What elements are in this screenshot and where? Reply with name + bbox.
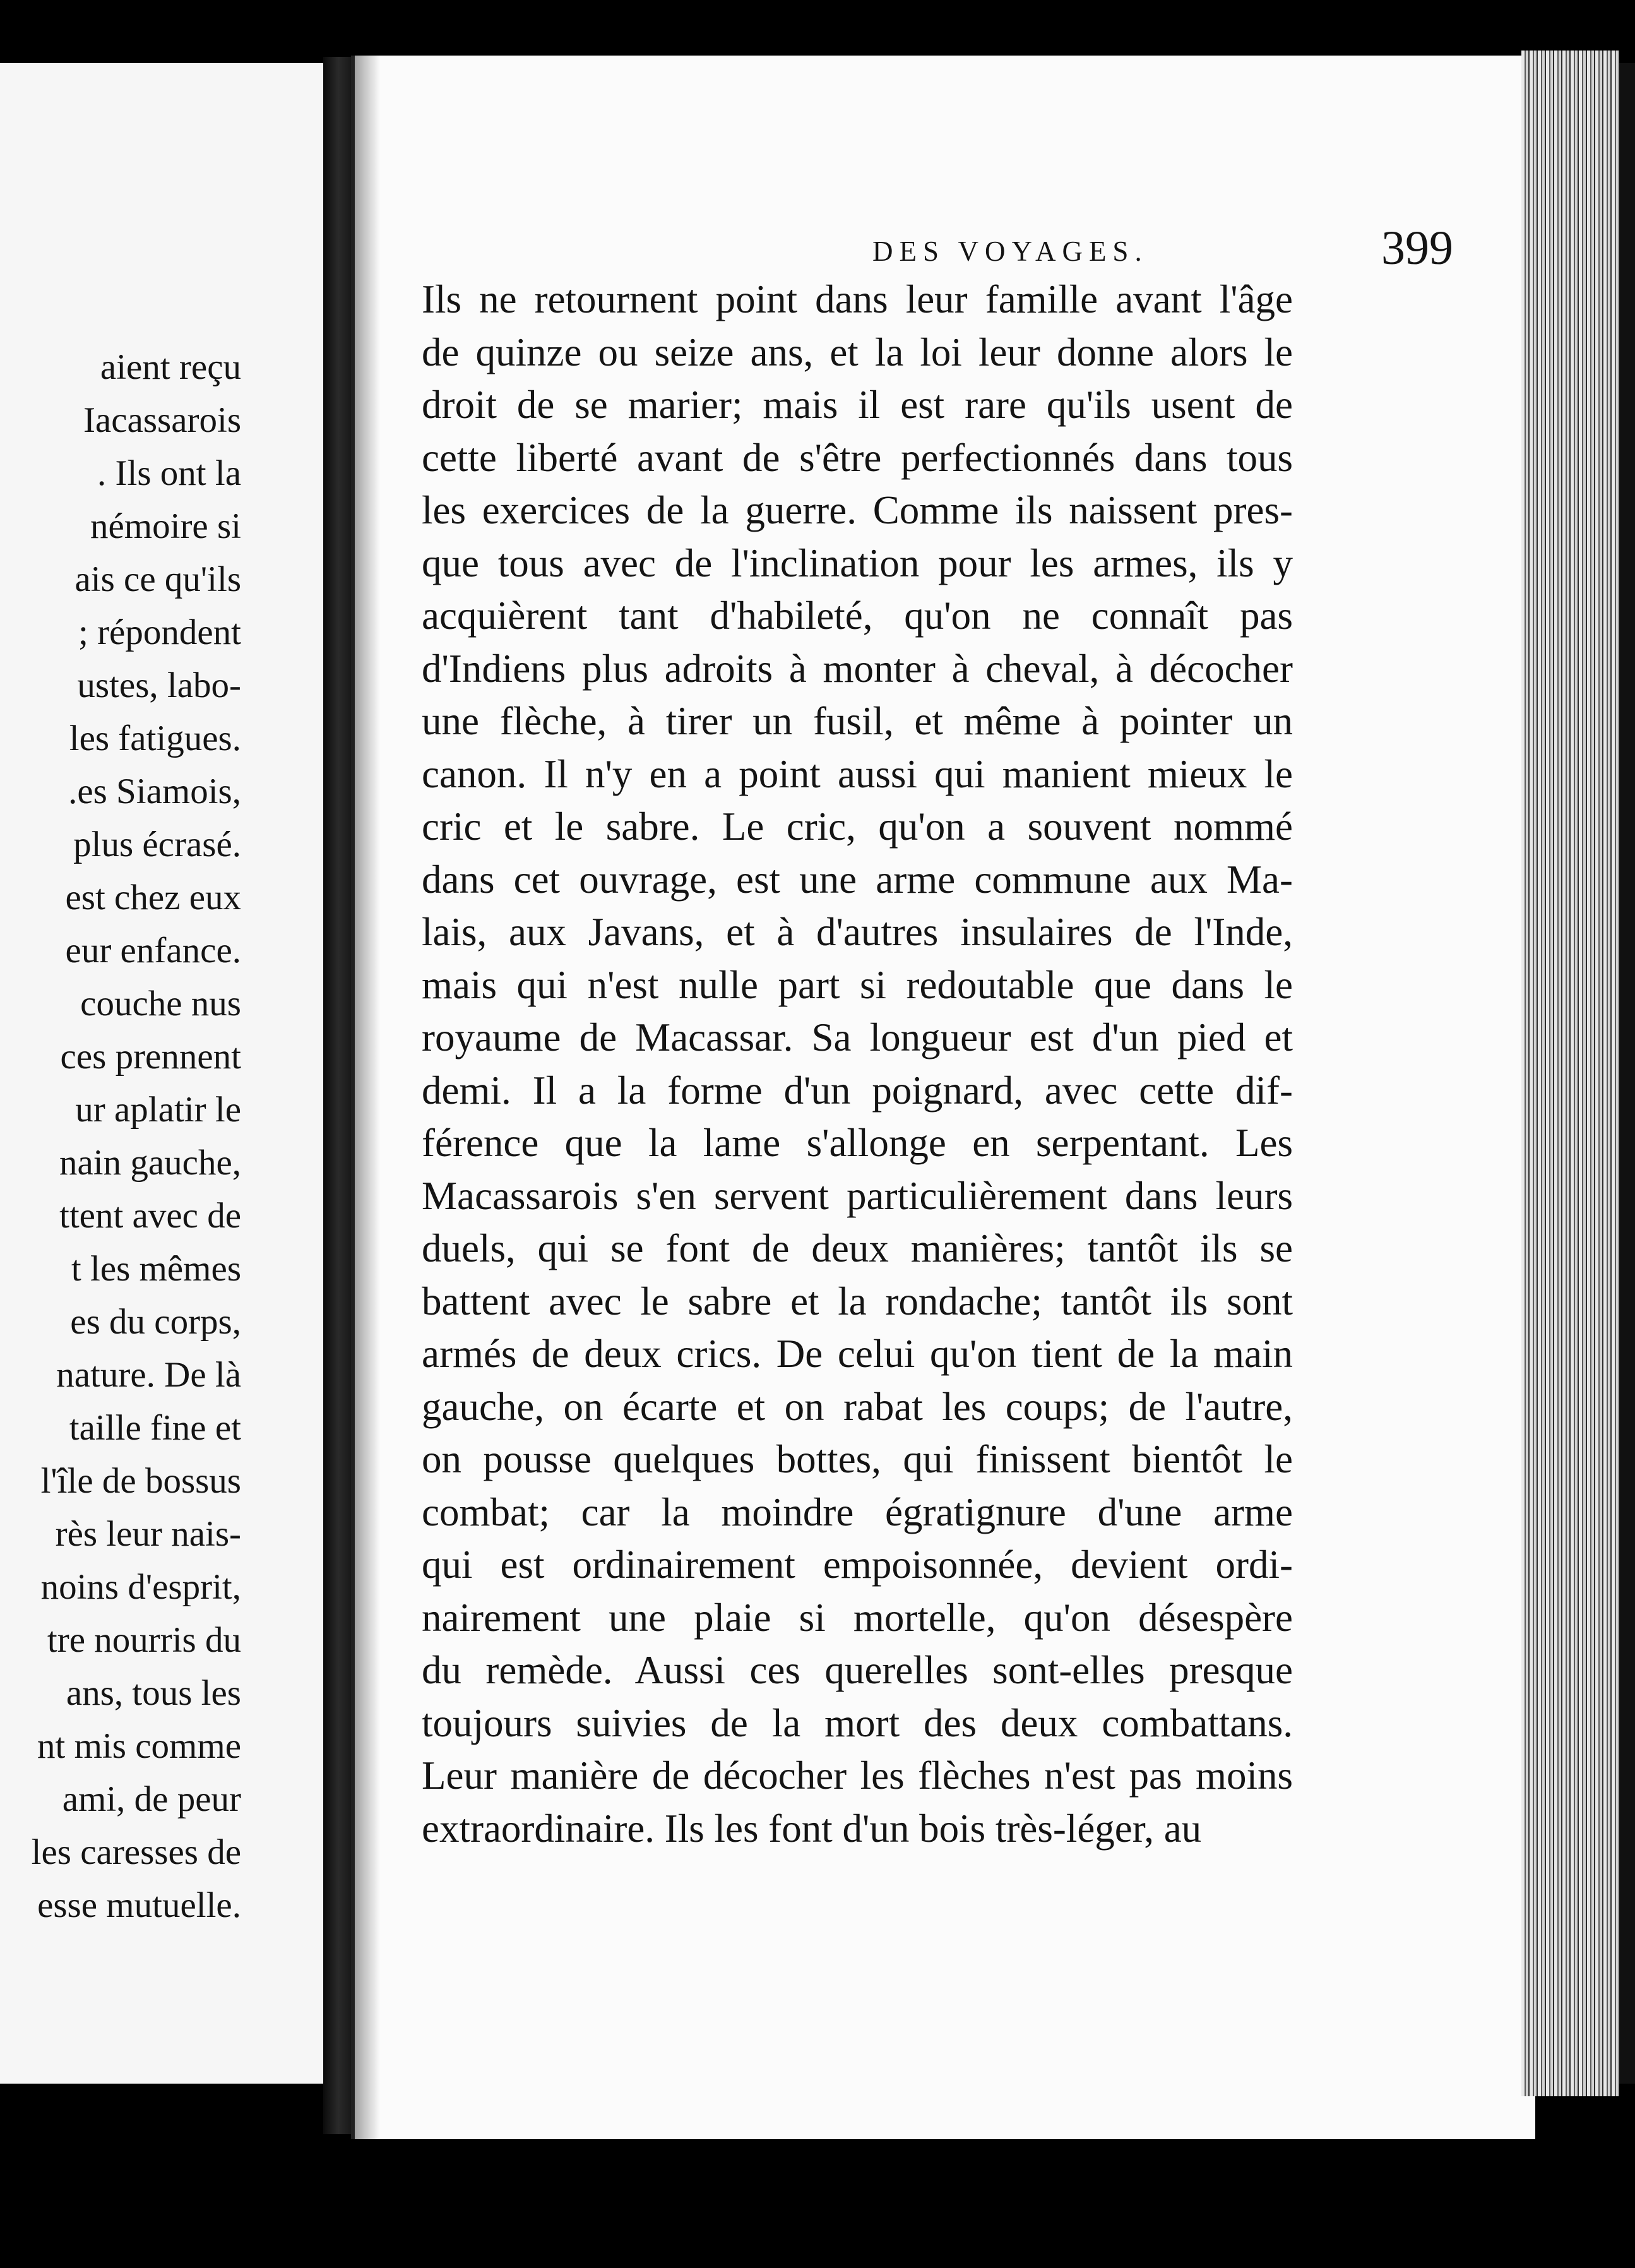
- left-page-line: plus écrasé.: [73, 825, 241, 864]
- text-line: férence que la lame s'allonge en serpentant. Les: [422, 1121, 1293, 1165]
- text-line: cric et le sabre. Le cric, qu'on a souvent nommé: [422, 804, 1293, 849]
- left-page-line: ttent avec de: [59, 1196, 241, 1236]
- book-cover-edge: [1619, 63, 1635, 2084]
- text-line: dans cet ouvrage, est une arme commune aux Ma-: [422, 857, 1293, 902]
- text-line: acquièrent tant d'habileté, qu'on ne connaît pas: [422, 594, 1293, 638]
- text-line: mais qui n'est nulle part si redoutable que dans le: [422, 962, 1293, 1007]
- left-page-line: les caresses de: [31, 1832, 241, 1872]
- text-line: cette liberté avant de s'être perfectionnés dans tous: [422, 435, 1293, 480]
- text-line: une flèche, à tirer un fusil, et même à pointer un: [422, 699, 1293, 743]
- page-number: 399: [1381, 222, 1453, 275]
- left-page-line: t les mêmes: [71, 1249, 241, 1289]
- text-line: combat; car la moindre égratignure d'une arme: [422, 1489, 1293, 1534]
- text-line: canon. Il n'y en a point aussi qui manient mieux le: [422, 751, 1293, 796]
- text-line: lais, aux Javans, et à d'autres insulaires de l'Inde,: [422, 910, 1293, 954]
- text-line: Leur manière de décocher les flèches n'est pas moins: [422, 1753, 1293, 1798]
- text-line: les exercices de la guerre. Comme ils naissent pres-: [422, 488, 1293, 532]
- text-line: Macassarois s'en servent particulièrement dans leurs: [422, 1173, 1293, 1218]
- left-page-line: esse mutuelle.: [37, 1885, 241, 1925]
- text-line: demi. Il a la forme d'un poignard, avec cette dif-: [422, 1068, 1293, 1113]
- running-header: [664, 221, 1535, 278]
- text-line: gauche, on écarte et on rabat les coups; de l'autre,: [422, 1384, 1293, 1429]
- left-page-line: ami, de peur: [62, 1779, 241, 1819]
- text-line: d'Indiens plus adroits à monter à cheval, à décocher: [422, 646, 1293, 691]
- right-page: [351, 56, 1535, 2139]
- left-page-line: taille fine et: [69, 1408, 241, 1448]
- left-page-line: Iacassarois: [83, 400, 241, 440]
- left-page-line: eur enfance.: [65, 931, 241, 970]
- left-page-line: ustes, labo-: [77, 665, 241, 705]
- left-page-line: nain gauche,: [59, 1143, 241, 1183]
- text-line: droit de se marier; mais il est rare qu'ils usent de: [422, 383, 1293, 427]
- left-page-line: l'île de bossus: [40, 1461, 241, 1501]
- left-page-line: es du corps,: [70, 1302, 241, 1342]
- left-page-line: tre nourris du: [47, 1620, 241, 1660]
- left-page-line: ; répondent: [78, 612, 241, 652]
- text-line: de quinze ou seize ans, et la loi leur donne alors le: [422, 330, 1293, 374]
- left-page-line: ais ce qu'ils: [74, 559, 241, 599]
- text-line: du remède. Aussi ces querelles sont-elles presque: [422, 1648, 1293, 1692]
- text-line: qui est ordinairement empoisonnée, devient ordi-: [422, 1543, 1293, 1587]
- running-header-title: DES VOYAGES.: [872, 236, 1148, 267]
- left-page-line: couche nus: [80, 984, 241, 1024]
- left-page-line: .es Siamois,: [68, 772, 241, 811]
- left-page-line: rès leur nais-: [55, 1514, 241, 1554]
- text-line: nairement une plaie si mortelle, qu'on désespère: [422, 1595, 1293, 1640]
- left-page-line: les fatigues.: [69, 719, 241, 758]
- page-shadow: [355, 56, 380, 2139]
- text-line: duels, qui se font de deux manières; tantôt ils se: [422, 1226, 1293, 1270]
- text-line: Ils ne retournent point dans leur famille avant l'âge: [422, 277, 1293, 321]
- left-page-line: ans, tous les: [66, 1673, 241, 1713]
- text-line: on pousse quelques bottes, qui finissent bientôt le: [422, 1437, 1293, 1481]
- left-page-line: nt mis comme: [37, 1726, 241, 1766]
- left-page-line: est chez eux: [65, 878, 241, 917]
- text-line: que tous avec de l'inclination pour les armes, ils y: [422, 540, 1293, 585]
- text-line: battent avec le sabre et la rondache; tantôt ils sont: [422, 1279, 1293, 1323]
- left-page-line: ces prennent: [60, 1037, 241, 1077]
- left-page-text: [0, 341, 241, 1932]
- left-page-line: nature. De là: [56, 1355, 241, 1395]
- body-text: [422, 273, 1293, 1855]
- left-page-line: noins d'esprit,: [40, 1567, 241, 1607]
- text-line: extraordinaire. Ils les font d'un bois très-léger, au: [422, 1806, 1202, 1851]
- left-page-line: aient reçu: [100, 347, 241, 387]
- text-line: armés de deux crics. De celui qu'on tient de la main: [422, 1332, 1293, 1376]
- text-line: toujours suivies de la mort des deux combattans.: [422, 1700, 1293, 1745]
- left-page-line: némoire si: [90, 506, 241, 546]
- left-page-line: ur aplatir le: [75, 1090, 241, 1130]
- left-page-line: . Ils ont la: [97, 453, 241, 493]
- page-edges: [1521, 51, 1619, 2096]
- text-line: royaume de Macassar. Sa longueur est d'un pied et: [422, 1015, 1293, 1059]
- left-page: [0, 63, 328, 2084]
